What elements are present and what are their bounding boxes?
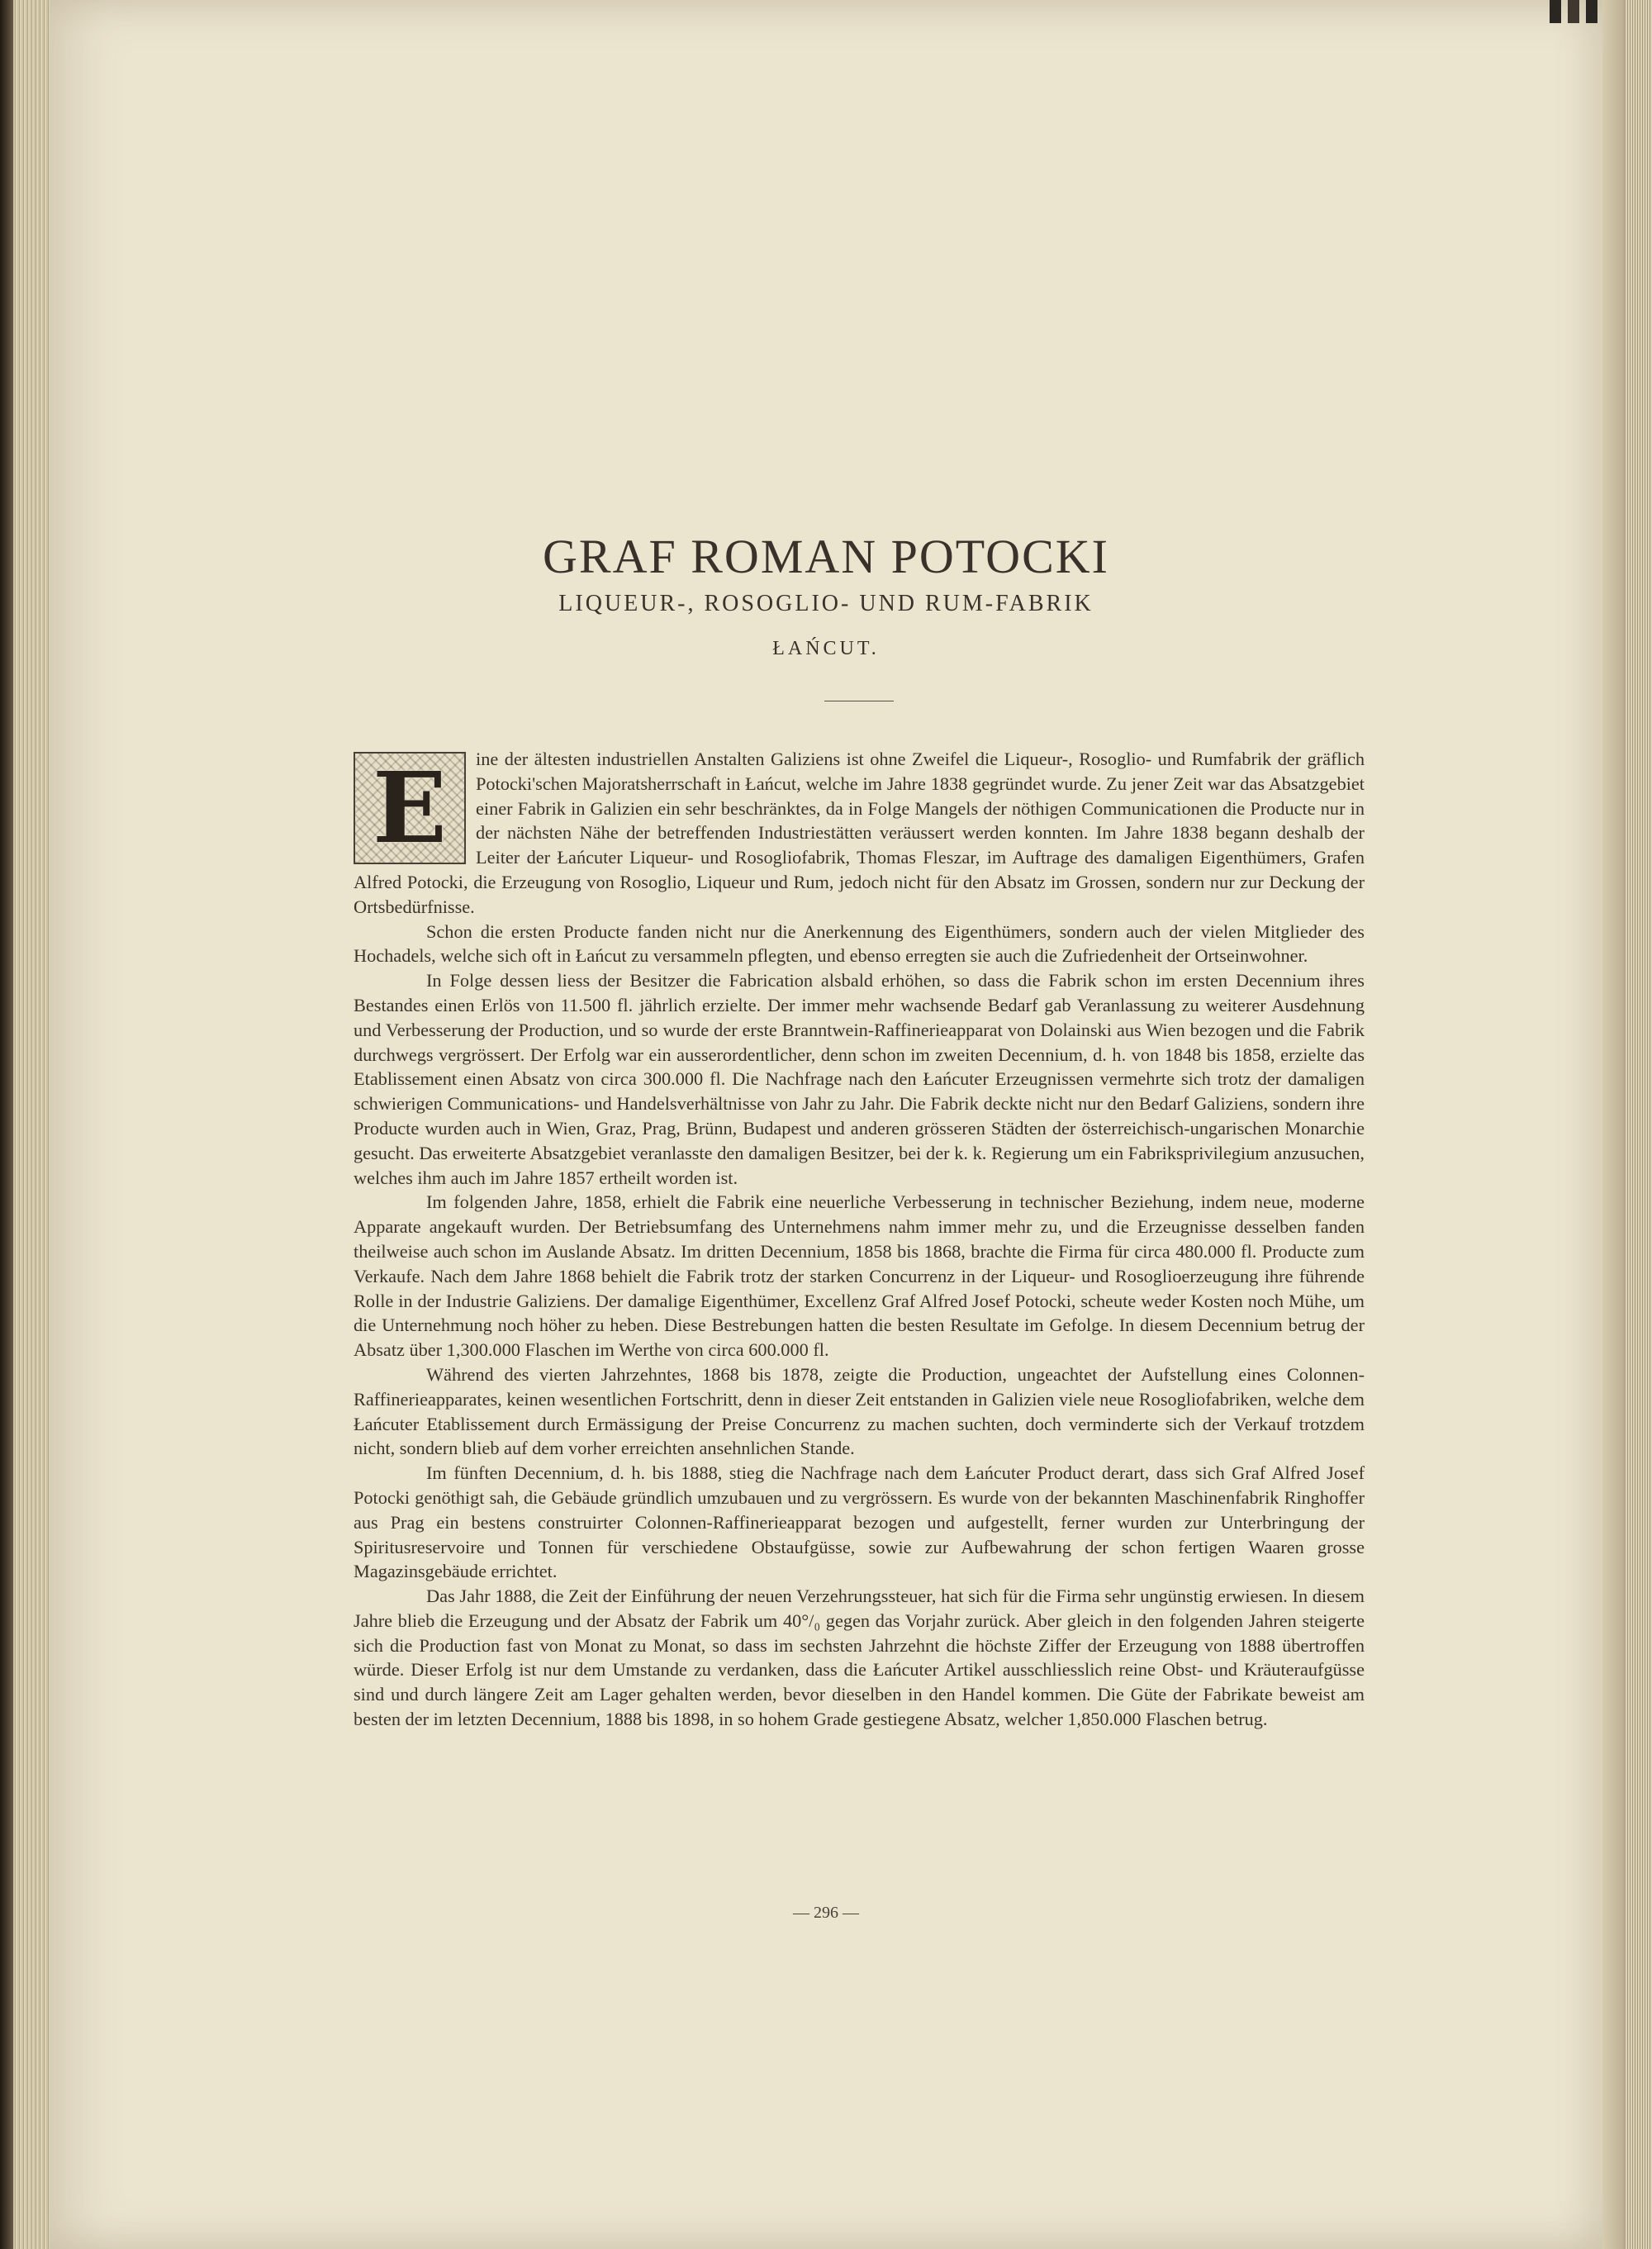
page-title: GRAF ROMAN POTOCKI (543, 530, 1109, 583)
paragraph-4: Im folgenden Jahre, 1858, erhielt die Fabrik eine neuerliche Verbesserung in technischer Beziehung, indem neue, moderne Apparate angekauft wurden. Der Betriebsumfang des Unternehmens nahm immer mehr zu, und die Erzeugnisse desselben fanden theilweise auch schon im Auslande Absatz. Im dritten Decennium, 1858 bis 1868, brachte die Firma für circa 480.000 fl. Producte zum Verkaufe. Nach dem Jahre 1868 behielt die Fabrik trotz der starken Concurrenz in der Liqueur- und Rosoglioerzeugung ihre führende Rolle in der Industrie Galiziens. Der damalige Eigenthümer, Excellenz Graf Alfred Josef Potocki, scheute weder Kosten noch Mühe, um die Unternehmung noch höher zu heben. Diese Bestrebungen hatten die besten Resultate im Gefolge. In diesem Decennium betrug der Absatz über 1,300.000 Flaschen im Werthe von circa 600.000 fl. (354, 1191, 1365, 1361)
paragraph-7: Das Jahr 1888, die Zeit der Einführung der neuen Verzehrungssteuer, hat sich für die Firma sehr ungünstig erwiesen. In diesem Jahre blieb die Erzeugung und der Absatz der Fabrik um 40°/₀ gegen das Vorjahr zurück. Aber gleich in den folgenden Jahren steigerte sich die Production fast von Monat zu Monat, so dass im sechsten Jahrzehnt die höchste Ziffer der Erzeugung von 1888 übertroffen würde. Dieser Erfolg ist nur dem Umstande zu verdanken, dass die Łańcuter Artikel ausschliesslich reine Obst- und Kräuteraufgüsse sind und durch längere Zeit am Lager gehalten werden, bevor dieselben in den Handel kommen. Die Güte der Fabrikate beweist am besten der im letzten Decennium, 1888 bis 1898, in so hohem Grade gestiegene Absatz, welcher 1,850.000 Flaschen betrug. (354, 1586, 1365, 1730)
paragraph-1 (354, 747, 1365, 920)
binding-tab (1586, 0, 1597, 23)
page-number: — 296 — (793, 1904, 859, 1922)
page-subtitle: LIQUEUR-, ROSOGLIO- UND RUM-FABRIK (558, 591, 1094, 616)
binding-tab (1568, 0, 1579, 23)
place-name: ŁAŃCUT. (772, 638, 880, 659)
paragraph-6: Im fünften Decennium, d. h. bis 1888, stieg die Nachfrage nach dem Łańcuter Product derart, dass sich Graf Alfred Josef Potocki genöthigt sah, die Gebäude gründlich umzubauen und zu vergrössern. Es wurde von der bekannten Maschinenfabrik Ringhoffer aus Prag ein bestens construirter Colonnen-Raffinerieapparat bezogen und aufgestellt, ferner wurden zur Unterbringung der Spiritusreservoire und Tonnen für verschiedene Obstaufgüsse, sowie zur Aufbewahrung der schon fertigen Waaren grosse Magazinsgebäude errichtet. (354, 1462, 1365, 1582)
paragraph-5: Während des vierten Jahrzehntes, 1868 bis 1878, zeigte die Production, ungeachtet der Aufstellung eines Colonnen-Raffinerieapparates, keinen wesentlichen Fortschritt, denn in dieser Zeit entstanden in Galizien viele neue Rosogliofabriken, welche dem Łańcuter Etablissement durch Ermässigung der Preise Concurrenz zu machen suchten, doch verminderte sich der Verkauf trotzdem nicht, sondern blieb auf dem vorher erreichten ansehnlichen Stande. (354, 1363, 1365, 1459)
paragraph-text: ine der ältesten industriellen Anstalten Galiziens ist ohne Zweifel die Liqueur-, Rosoglio- und Rumfabrik der gräflich Potocki'schen Majoratsherrschaft in Łańcut, welche im Jahre 1838 gegründet wurde. Zu jener Zeit war das Absatzgebiet einer Fabrik in Galizien ein sehr beschränktes, da in Folge Mangels der nöthigen Communicationen die Producte nur in der nächsten Nähe der betreffenden Industriestätten veräussert werden konnten. Im Jahre 1838 begann deshalb der Leiter der Łańcuter Liqueur- und Rosogliofabrik, Thomas Fleszar, im Auftrage des damaligen Eigenthümers, Grafen Alfred Potocki, die Erzeugung von Rosoglio, Liqueur und Rum, jedoch nicht für den Absatz im Grossen, sondern nur zur Deckung der Ortsbedürfnisse. (354, 749, 1365, 917)
binding-tab (1550, 0, 1561, 23)
paragraph-3: In Folge dessen liess der Besitzer die Fabrication alsbald erhöhen, so dass die Fabrik schon im ersten Decennium ihres Bestandes einen Erlös von 11.500 fl. jährlich erzielte. Der immer mehr wachsende Bedarf gab Veranlassung zu weiterer Ausdehnung und Verbesserung der Production, und so wurde der erste Branntwein-Raffinerieapparat von Dolainski aus Wien bezogen und die Fabrik durchwegs vergrössert. Der Erfolg war ein ausserordentlicher, denn schon im zweiten Decennium, d. h. von 1848 bis 1858, erzielte das Etablissement einen Absatz von circa 300.000 fl. Die Nachfrage nach den Łańcuter Erzeugnissen vermehrte sich trotz der damaligen schwierigen Communications- und Handelsverhältnisse von Jahr zu Jahr. Die Fabrik deckte nicht nur den Bedarf Galiziens, sondern ihre Producte wurden auch in Wien, Graz, Prag, Brünn, Budapest und anderen grösseren Städten der österreichisch-ungarischen Monarchie gesucht. Das erweiterte Absatzgebiet veranlasste den damaligen Besitzer, bei der k. k. Regierung um ein Fabriksprivilegium anzusuchen, welches ihm auch im Jahre 1857 ertheilt worden ist. (354, 970, 1365, 1188)
initial-letter: E (373, 750, 447, 865)
paragraph-2: Schon die ersten Producte fanden nicht nur die Anerkennung des Eigenthümers, sondern auch der vielen Mitglieder des Hochadels, welche sich oft in Łańcut zu versammeln pflegten, und ebenso erregten sie auch die Zufriedenheit der Ortseinwohner. (354, 920, 1365, 967)
article-body (354, 747, 1365, 1732)
ornamental-initial (354, 752, 466, 864)
